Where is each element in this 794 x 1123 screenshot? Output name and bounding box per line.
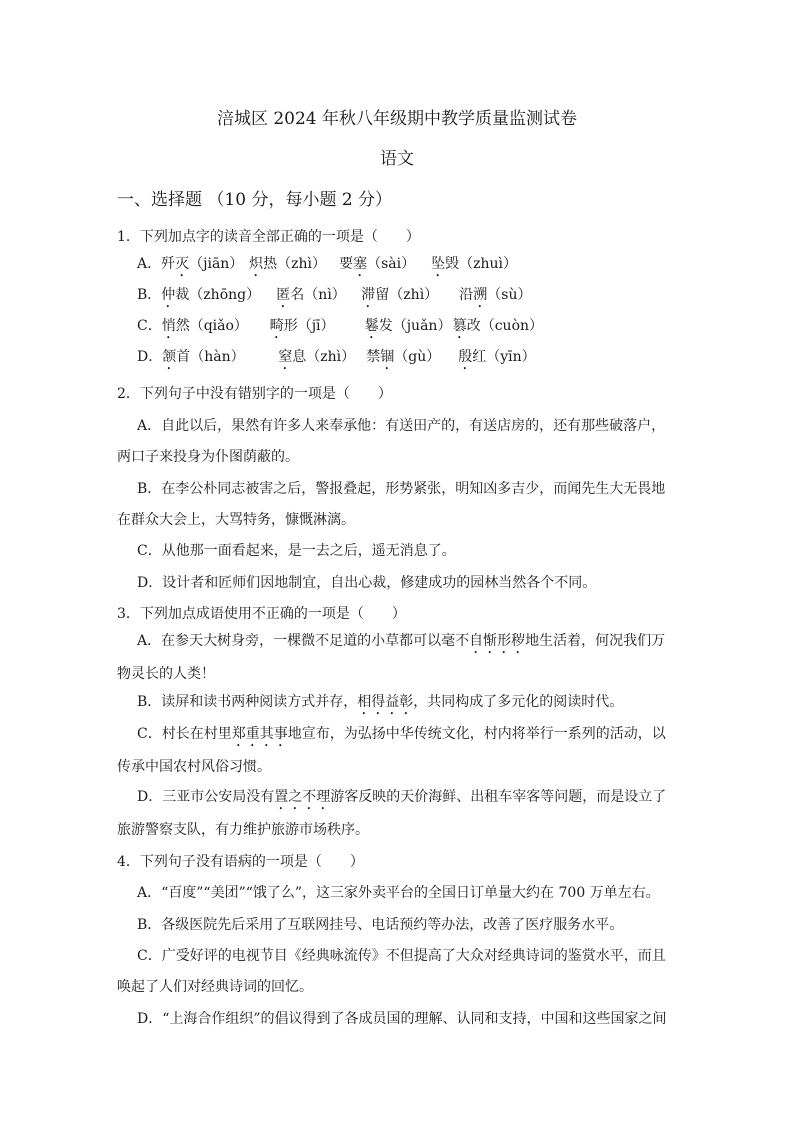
- subject-title: 语文: [380, 149, 414, 169]
- question-3-option-a: A．在参天大树身旁，一棵微不足道的小草都可以毫不自惭形秽地生活着，何况我们万: [137, 633, 666, 649]
- option-letter: B．: [137, 287, 162, 303]
- question-2-stem: 2．下列句子中没有错别字的一项是（ ）: [117, 386, 392, 402]
- exam-title: 涪城区 2024 年秋八年级期中教学质量监测试卷: [216, 109, 578, 129]
- question-2-option-a: A．自此以后，果然有许多人来奉承他：有送田产的，有送店房的，还有那些破落户，: [137, 418, 666, 434]
- question-3-option-a-cont: 物灵长的人类！: [117, 666, 215, 682]
- emphasized-idiom: 置之不理: [274, 789, 331, 805]
- question-1-option-d: [137, 347, 536, 373]
- option-item: 坠毁（zhuì）: [431, 256, 518, 272]
- option-item: 歼灭（jiān）: [161, 256, 244, 272]
- question-3-option-d-cont: 旅游警察支队，有力维护旅游市场秩序。: [117, 822, 369, 838]
- option-item: 窒息（zhì）: [278, 349, 356, 365]
- option-letter: D．: [137, 349, 163, 365]
- question-2-option-b-cont: 在群众大会上，大骂特务，慷慨淋漓。: [117, 512, 355, 528]
- question-4-option-c: C．广受好评的电视节目《经典咏流传》不但提高了大众对经典诗词的鉴赏水平，而且: [137, 948, 666, 964]
- question-2-option-d: D．设计者和匠师们因地制宜，自出心裁，修建成功的园林当然各个不同。: [137, 575, 597, 591]
- question-1-stem: 1．下列加点字的读音全部正确的一项是（ ）: [117, 229, 420, 245]
- emphasized-idiom: 相得益彰: [357, 694, 414, 710]
- question-4-option-a: A．“百度”“美团”“饿了么”，这三家外卖平台的全国日订单量大约在 700 万单左右。: [137, 885, 660, 901]
- option-item: 悄然（qiǎo）: [161, 318, 248, 334]
- question-4-option-b: B．各级医院先后采用了互联网挂号、电话预约等办法，改善了医疗服务水平。: [137, 917, 624, 933]
- question-1-option-c: [137, 316, 543, 342]
- question-2-option-a-cont: 两口子来投身为仆图荫蔽的。: [117, 449, 299, 465]
- question-3-option-c-cont: 传承中国农村风俗习惯。: [117, 759, 271, 775]
- question-2-option-c: C．从他那一面看起来，是一去之后，遥无消息了。: [137, 543, 456, 559]
- question-1-option-a: [137, 254, 517, 280]
- option-item: 炽热（zhì）: [249, 256, 326, 272]
- emphasized-idiom: 自惭形秽: [469, 633, 526, 649]
- question-4-stem: 4．下列句子没有语病的一项是（ ）: [117, 854, 364, 870]
- question-4-option-d: D．“上海合作组织”的倡议得到了各成员国的理解、认同和支持，中国和这些国家之间: [137, 1011, 667, 1027]
- option-item: 鬈发（juǎn）: [364, 318, 452, 334]
- option-item: 要塞（sài）: [339, 256, 416, 272]
- question-3-stem: 3．下列加点成语使用不正确的一项是（ ）: [117, 606, 406, 622]
- option-item: 沿溯（sù）: [459, 287, 532, 303]
- question-3-option-d: D．三亚市公安局没有置之不理游客反映的天价海鲜、出租车宰客等问题，而是设立了: [137, 789, 667, 805]
- question-3-option-b: B．读屏和读书两种阅读方式并存，相得益彰，共同构成了多元化的阅读时代。: [137, 694, 624, 710]
- emphasized-idiom: 郑重其事: [231, 726, 288, 742]
- question-2-option-b: B．在李公朴同志被害之后，警报叠起，形势紧张，明知凶多吉少，而闻先生大无畏地: [137, 481, 666, 497]
- section-heading: 一、选择题 （10 分，每小题 2 分）: [117, 190, 393, 210]
- option-item: 颔首（hàn）: [162, 349, 245, 365]
- question-4-option-c-cont: 唤起了人们对经典诗词的回忆。: [117, 979, 313, 995]
- question-1-option-b: [137, 285, 532, 311]
- option-item: 匿名（nì）: [276, 287, 346, 303]
- option-item: 仲裁（zhōng）: [161, 287, 261, 303]
- option-item: 篡改（cuòn）: [452, 318, 544, 334]
- option-letter: A．: [137, 256, 162, 272]
- option-item: 殷红（yīn）: [458, 349, 536, 365]
- option-item: 禁锢（gù）: [366, 349, 441, 365]
- option-item: 畸形（jī）: [269, 318, 335, 334]
- question-3-option-c: C．村长在村里郑重其事地宣布，为弘扬中华传统文化，村内将举行一系列的活动，以: [137, 726, 666, 742]
- option-item: 滞留（zhì）: [361, 287, 439, 303]
- option-letter: C．: [137, 318, 162, 334]
